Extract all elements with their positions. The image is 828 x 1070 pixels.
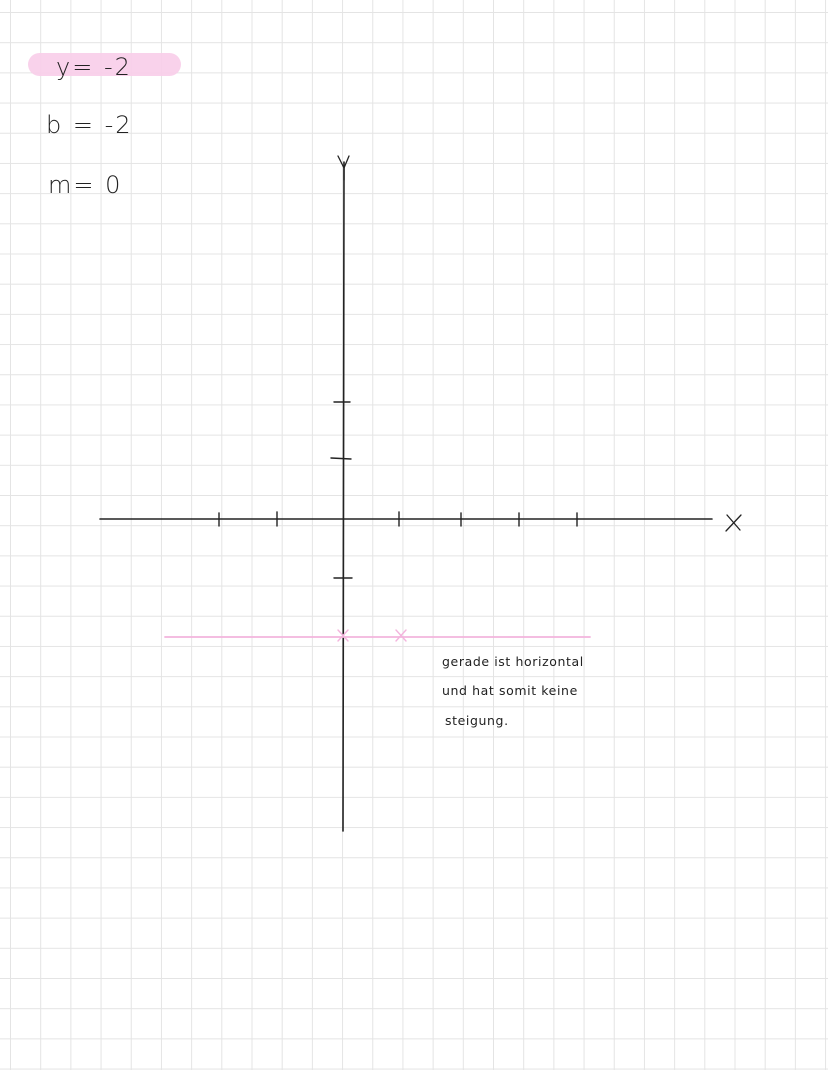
note-line-1: gerade ist horizontal: [442, 654, 584, 669]
y-tick: [331, 458, 351, 459]
x-axis-label: [726, 510, 738, 530]
note-line-2: und hat somit keine: [442, 683, 578, 698]
equation-slope: m= 0: [48, 171, 123, 199]
equation-intercept: b = -2: [46, 111, 133, 139]
note-line-3: steigung.: [445, 713, 509, 728]
equation-line: y= -2: [56, 53, 132, 81]
y-axis: [343, 162, 344, 831]
point-marker: [396, 630, 406, 641]
y-ticks: [331, 402, 352, 578]
y-axis-label: [339, 148, 350, 166]
